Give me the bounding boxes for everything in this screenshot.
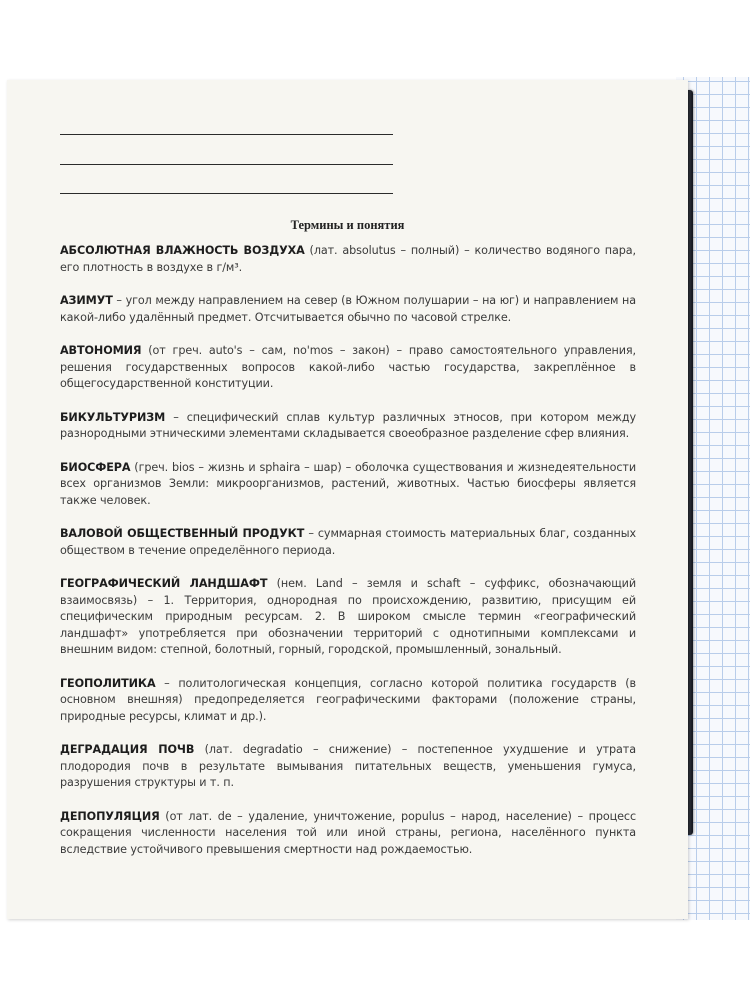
term-definition: (лат. degradatio – снижение) – постепенное ухудшение и утрата плодородия почв в результате вымывания питательных веществ, уменьшения гумуса, разрушения структуры и т. п. [60, 743, 636, 789]
term-entry [60, 676, 636, 726]
term-title: БИОСФЕРА [60, 460, 131, 474]
writing-line-2 [60, 164, 393, 165]
term-title: АЗИМУТ [60, 294, 113, 307]
term-entry [60, 526, 636, 559]
term-title: ДЕПОПУЛЯЦИЯ [60, 809, 160, 823]
term-title: ВАЛОВОЙ ОБЩЕСТВЕННЫЙ ПРОДУКТ [60, 527, 305, 540]
notebook-page [7, 80, 688, 919]
writing-line-1 [60, 134, 393, 135]
term-definition: – политологическая концепция, согласно которой политика государств (в основном внешняя) предопределяется географическими факторами (положение страны, природные ресурсы, климат и др.). [60, 676, 636, 723]
term-title: АБСОЛЮТНАЯ ВЛАЖНОСТЬ ВОЗДУХА [60, 244, 305, 257]
term-entry [60, 742, 636, 792]
term-definition: (лат. absolutus – полный) – количество водяного пара, его плотность в воздухе в г/м³. [60, 244, 636, 274]
term-entry [60, 293, 636, 326]
term-title: ГЕОПОЛИТИКА [60, 676, 156, 690]
term-entry [60, 460, 636, 510]
writing-line-3 [60, 193, 393, 194]
term-definition: – угол между направлением на север (в Южном полушарии – на юг) и направлением на какой-либо удалённый предмет. Отсчитывается обычно по часовой стрелке. [60, 294, 636, 324]
term-definition: – суммарная стоимость материальных благ, созданных обществом в течение определённого периода. [60, 527, 636, 557]
term-definition: (греч. bios – жизнь и sphaira – шар) – оболочка существования и жизнедеятельности всех организмов Земли: микроорганизмов, растений, животных. Частью биосферы является также человек. [60, 460, 636, 507]
term-entry [60, 576, 636, 659]
term-title: АВТОНОМИЯ [60, 344, 142, 357]
terms-list [60, 243, 636, 875]
term-title: ДЕГРАДАЦИЯ ПОЧВ [60, 743, 195, 756]
term-definition: (нем. Land – земля и schaft – суффикс, обозначающий взаимосвязь) – 1. Территория, однородная по происхождению, развитию, присущим ей специфическим природным ресурсам. 2. В широком смысле термин «географический ландшафт» употребляется при обозначении территорий с однотипными комплексами и внешним видом: степной, болотный, горный, городской, промышленный, зональный. [60, 577, 636, 656]
term-title: ГЕОГРАФИЧЕСКИЙ ЛАНДШАФТ [60, 577, 268, 590]
term-definition: – специфический сплав культур различных этносов, при котором между разнородными этническими элементами складывается своеобразное разделение сфер влияния. [60, 410, 636, 440]
term-definition: (от лат. de – удаление, уничтожение, populus – народ, население) – процесс сокращения численности населения той или иной страны, региона, населённого пункта вследствие устойчивого превышения смертности над рождаемостью. [60, 809, 636, 856]
term-entry [60, 243, 636, 276]
term-title: БИКУЛЬТУРИЗМ [60, 410, 166, 424]
section-heading: Термины и понятия [290, 218, 405, 232]
term-entry [60, 809, 636, 859]
term-entry [60, 343, 636, 393]
term-entry [60, 410, 636, 443]
term-definition: (от греч. auto's – сам, no'mos – закон) – право самостоятельного управления, решения государственных вопросов какой-либо частью государства, закреплённое в общегосударственной конституции. [60, 344, 636, 390]
